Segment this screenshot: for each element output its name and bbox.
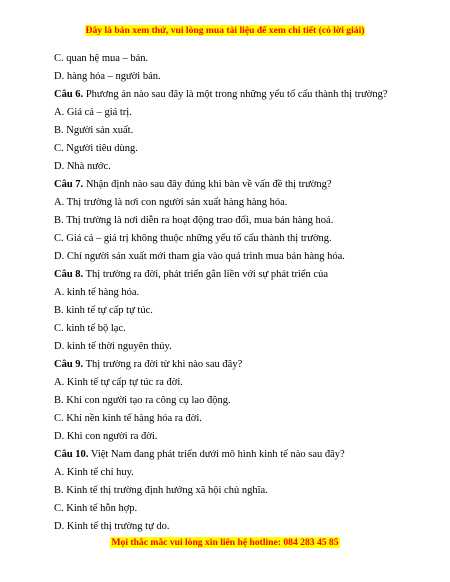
question-number: Câu 8. [54,269,84,280]
question-line [54,266,404,284]
question-text: Việt Nam đang phát triển dưới mô hình kinh tế nào sau đây? [88,449,345,460]
question-line [54,176,404,194]
answer-option-line [54,482,404,500]
answer-option-line [54,212,404,230]
option-text: A. Kinh tế chỉ huy. [54,467,134,478]
option-text: A. kinh tế hàng hóa. [54,287,140,298]
preview-notice-text: Đây là bản xem thử, vui lòng mua tài liệu để xem chi tiết (có lời giải) [85,25,365,36]
document-body [54,50,404,536]
option-text: A. Giá cả – giá trị. [54,107,132,118]
answer-option-line [54,302,404,320]
preview-notice-header [0,25,450,36]
option-text: B. Kinh tế thị trường định hướng xã hội chủ nghĩa. [54,485,268,496]
option-text: D. Nhà nước. [54,161,111,172]
answer-option-line [54,374,404,392]
question-number: Câu 6. [54,89,84,100]
option-text: B. Người sản xuất. [54,125,134,136]
hotline-notice-footer [0,537,450,548]
answer-option-line [54,410,404,428]
answer-option-line [54,248,404,266]
question-line [54,446,404,464]
question-text: Thị trường ra đời, phát triển gắn liền với sự phát triển của [83,269,328,280]
option-text: C. Giá cả – giá trị không thuộc những yếu tố cấu thành thị trường. [54,233,332,244]
option-text: D. kinh tế thời nguyên thủy. [54,341,172,352]
question-number: Câu 9. [54,359,84,370]
question-line [54,356,404,374]
option-text: C. Người tiêu dùng. [54,143,138,154]
answer-option-line [54,230,404,248]
answer-option-line [54,140,404,158]
question-number: Câu 10. [54,449,89,460]
option-text: D. Khi con người ra đời. [54,431,158,442]
answer-option-line [54,284,404,302]
question-number: Câu 7. [54,179,84,190]
option-text: A. Kinh tế tự cấp tự túc ra đời. [54,377,183,388]
answer-option-line [54,68,404,86]
option-text: C. quan hệ mua – bán. [54,53,149,64]
answer-option-line [54,194,404,212]
answer-option-line [54,428,404,446]
option-text: D. Chỉ người sản xuất mới tham gia vào quá trình mua bán hàng hóa. [54,251,345,262]
answer-option-line [54,518,404,536]
option-text: C. kinh tế bộ lạc. [54,323,126,334]
answer-option-line [54,320,404,338]
answer-option-line [54,122,404,140]
option-text: B. Khi con người tạo ra công cụ lao động. [54,395,231,406]
option-text: D. hàng hóa – người bán. [54,71,161,82]
answer-option-line [54,158,404,176]
option-text: C. Kinh tế hỗn hợp. [54,503,138,514]
answer-option-line [54,500,404,518]
answer-option-line [54,392,404,410]
question-text: Phương án nào sau đây là một trong những yếu tố cấu thành thị trường? [83,89,388,100]
answer-option-line [54,50,404,68]
option-text: B. Thị trường là nơi diễn ra hoạt động trao đổi, mua bán hàng hoá. [54,215,334,226]
option-text: B. kinh tế tự cấp tự túc. [54,305,153,316]
answer-option-line [54,104,404,122]
option-text: A. Thị trường là nơi con người sản xuất hàng hàng hóa. [54,197,288,208]
question-text: Nhận định nào sau đây đúng khi bàn về vấn đề thị trường? [83,179,332,190]
option-text: D. Kinh tế thị trường tự do. [54,521,170,532]
answer-option-line [54,338,404,356]
hotline-notice-text: Mọi thắc mắc vui lòng xin liên hệ hotline: 084 283 45 85 [111,537,339,548]
question-line [54,86,404,104]
answer-option-line [54,464,404,482]
question-text: Thị trường ra đời từ khi nào sau đây? [83,359,243,370]
option-text: C. Khi nền kinh tế hàng hóa ra đời. [54,413,202,424]
